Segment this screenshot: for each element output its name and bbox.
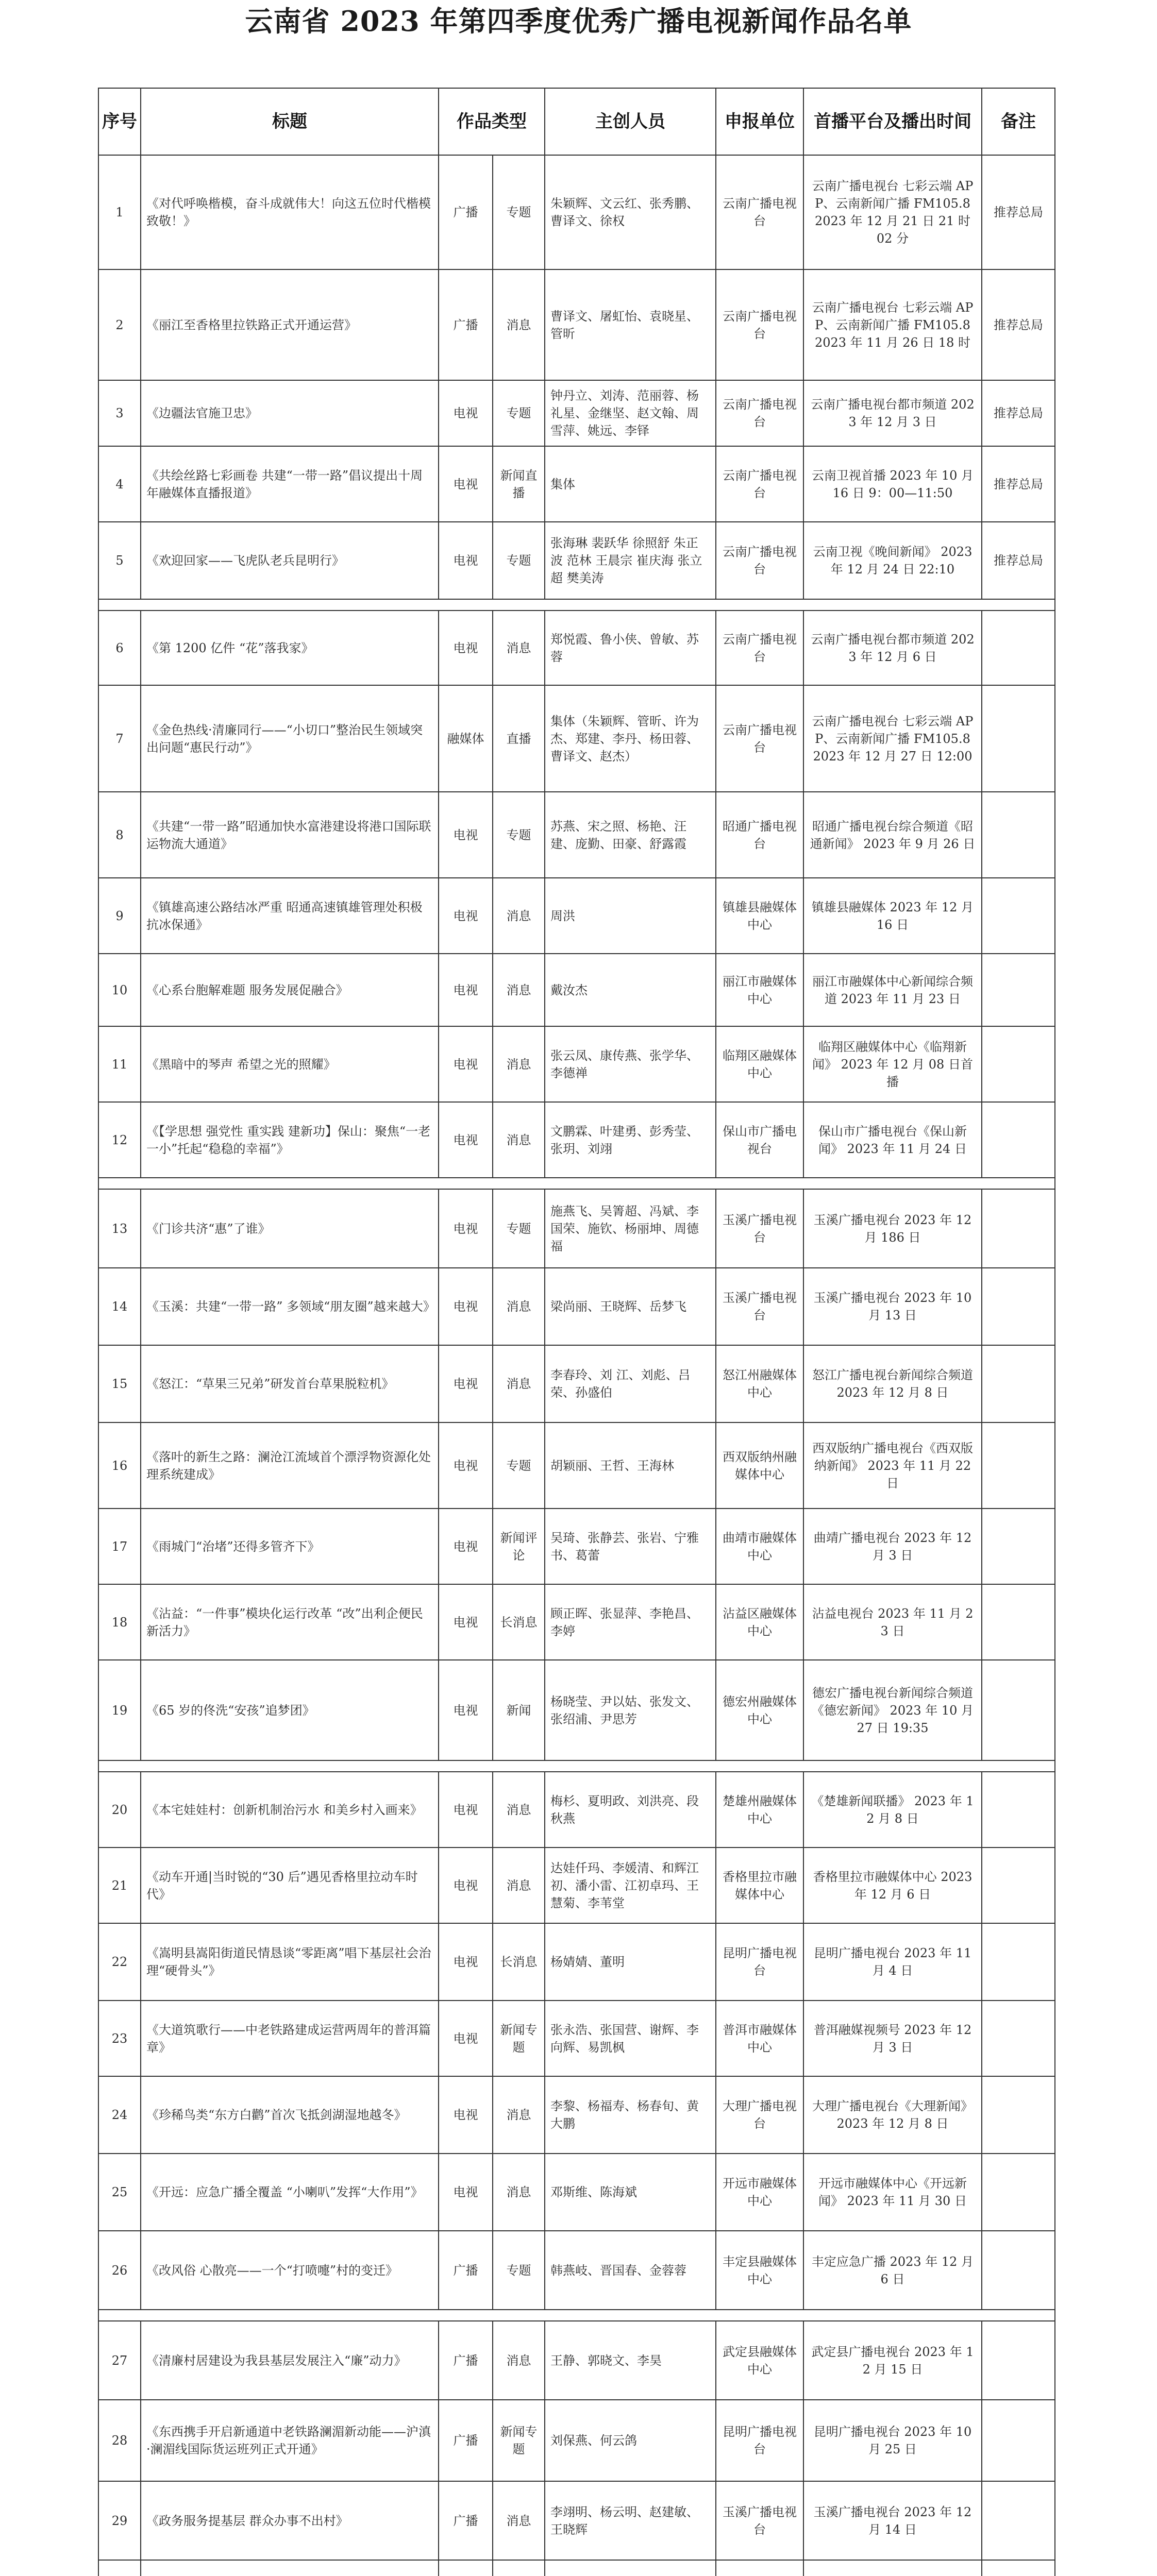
cell-title: 《怒江：“草果三兄弟”研发首台草果脱粒机》: [141, 1345, 439, 1422]
cell-title: 《落叶的新生之路：澜沧江流域首个漂浮物资源化处理系统建成》: [141, 1422, 439, 1509]
cell-airing: 沾益电视台 2023 年 11 月 23 日: [803, 1584, 982, 1660]
cell-creators: 张海琳 裴跃华 徐照舒 朱正波 范林 王晨宗 崔庆海 张立超 樊美涛: [545, 522, 716, 599]
cell-no: 5: [98, 522, 141, 599]
table-row: [98, 2481, 1055, 2560]
table-row: [98, 1189, 1055, 1268]
cell-medium: 电视: [439, 1584, 493, 1660]
table-row: [98, 2001, 1055, 2076]
cell-no: [98, 2560, 141, 2576]
cell-medium: 电视: [439, 522, 493, 599]
cell-type: 消息: [493, 1345, 545, 1422]
cell-title: 《边疆法官施卫忠》: [141, 380, 439, 446]
cell-creators: 文鹏霖、叶建勇、彭秀莹、张玥、刘翊: [545, 1102, 716, 1178]
cell-type: 消息: [493, 611, 545, 685]
cell-title: 《对代呼唤楷模，奋斗成就伟大！向这五位时代楷模致敬！》: [141, 155, 439, 269]
table-row: [98, 878, 1055, 954]
cell-creators: 施燕飞、吴箐超、冯斌、李国荣、施钦、杨丽坤、周德福: [545, 1189, 716, 1268]
cell-medium: 广播: [439, 2481, 493, 2560]
cell-medium: 电视: [439, 1189, 493, 1268]
cell-medium: 电视: [439, 1345, 493, 1422]
group-separator: [98, 1760, 1055, 1772]
cell-creators: 钟丹立、刘涛、范丽蓉、杨礼星、金继坚、赵文翰、周雪萍、姚远、李铎: [545, 380, 716, 446]
cell-no: 13: [98, 1189, 141, 1268]
cell-org: 怒江州融媒体中心: [716, 1345, 803, 1422]
cell-no: 20: [98, 1772, 141, 1848]
cell-title: 《大道筑歌行——中老铁路建成运营两周年的普洱篇章》: [141, 2001, 439, 2076]
cell-no: 2: [98, 269, 141, 380]
cell-type: 长消息: [493, 1584, 545, 1660]
cell-org: 昆明广播电视台: [716, 1923, 803, 2001]
cell-title: 《政务服务提基层 群众办事不出村》: [141, 2481, 439, 2560]
cell-creators: 刘保燕、何云鸽: [545, 2400, 716, 2481]
cell-medium: 电视: [439, 2154, 493, 2231]
cell-no: 15: [98, 1345, 141, 1422]
cell-type: 专题: [493, 1189, 545, 1268]
cell-type: 专题: [493, 522, 545, 599]
cell-title: 《65 岁的佟洗“安孩”追梦团》: [141, 1660, 439, 1760]
cell-type: 消息: [493, 2076, 545, 2154]
cell-creators: 集体（朱颖辉、管昕、许为杰、郑建、李丹、杨田蓉、曹译文、赵杰）: [545, 685, 716, 792]
cell-org: 丰定县融媒体中心: [716, 2231, 803, 2310]
cell-medium: 电视: [439, 954, 493, 1026]
cell-no: 12: [98, 1102, 141, 1178]
cell-airing: 云南广播电视台 七彩云端 APP、云南新闻广播 FM105.8 2023 年 12 月 21 日 21 时 02 分: [803, 155, 982, 269]
cell-airing: 保山市广播电视台《保山新闻》 2023 年 11 月 24 日: [803, 1102, 982, 1178]
cell-airing: 云南广播电视台 七彩云端 APP、云南新闻广播 FM105.8 2023 年 11 月 26 日 18 时: [803, 269, 982, 380]
cell-org: 云南广播电视台: [716, 446, 803, 522]
header-creators: 主创人员: [545, 88, 716, 155]
cell-medium: 电视: [439, 1923, 493, 2001]
cell-medium: 电视: [439, 446, 493, 522]
cell-type: 专题: [493, 155, 545, 269]
cell-no: 9: [98, 878, 141, 954]
cell-type: 消息: [493, 2154, 545, 2231]
cell-org: 武定县融媒体中心: [716, 2321, 803, 2400]
cell-type: 消息: [493, 1026, 545, 1102]
cell-creators: 邓斯维、陈海斌: [545, 2154, 716, 2231]
cell-org: 沾益区融媒体中心: [716, 1584, 803, 1660]
cell-org: 昆明广播电视台: [716, 2400, 803, 2481]
header-org: 申报单位: [716, 88, 803, 155]
cell-no: 8: [98, 792, 141, 878]
cell-medium: 电视: [439, 611, 493, 685]
cell-medium: 电视: [439, 1772, 493, 1848]
cell-medium: 广播: [439, 269, 493, 380]
cell-airing: 玉溪广播电视台 2023 年 12 月 186 日: [803, 1189, 982, 1268]
table-row: [98, 155, 1055, 269]
cell-airing: 西双版纳广播电视台《西双版纳新闻》 2023 年 11 月 22 日: [803, 1422, 982, 1509]
header-note: 备注: [982, 88, 1055, 155]
table-row: [98, 1509, 1055, 1584]
cell-title: [141, 2560, 439, 2576]
cell-airing: 大理广播电视台《大理新闻》 2023 年 12 月 8 日: [803, 2076, 982, 2154]
cell-type: 消息: [493, 2321, 545, 2400]
cell-note: [982, 1345, 1055, 1422]
cell-title: 《本宅娃娃村：创新机制治污水 和美乡村入画来》: [141, 1772, 439, 1848]
cell-airing: 昭通广播电视台综合频道《昭通新闻》 2023 年 9 月 26 日: [803, 792, 982, 878]
cell-creators: 梁尚丽、王晓辉、岳梦飞: [545, 1268, 716, 1345]
cell-org: 云南广播电视台: [716, 269, 803, 380]
table-row: [98, 1848, 1055, 1923]
cell-note: [982, 2001, 1055, 2076]
cell-org: 德宏州融媒体中心: [716, 1660, 803, 1760]
cell-airing: 临翔区融媒体中心《临翔新闻》 2023 年 12 月 08 日首播: [803, 1026, 982, 1102]
cell-title: 《清廉村居建设为我县基层发展注入“廉”动力》: [141, 2321, 439, 2400]
cell-medium: 广播: [439, 2321, 493, 2400]
cell-medium: 广播: [439, 2231, 493, 2310]
header-title: 标题: [141, 88, 439, 155]
cell-airing: 云南广播电视台都市频道 2023 年 12 月 3 日: [803, 380, 982, 446]
cell-title: 《东西携手开启新通道中老铁路澜湄新动能——沪滇·澜湄线国际货运班列正式开通》: [141, 2400, 439, 2481]
cell-note: [982, 2560, 1055, 2576]
cell-note: [982, 954, 1055, 1026]
table-row: [98, 269, 1055, 380]
cell-org: 西双版纳州融媒体中心: [716, 1422, 803, 1509]
cell-airing: 开远市融媒体中心《开远新闻》 2023 年 11 月 30 日: [803, 2154, 982, 2231]
cell-airing: 丽江市融媒体中心新闻综合频道 2023 年 11 月 23 日: [803, 954, 982, 1026]
cell-note: [982, 1584, 1055, 1660]
cell-no: 4: [98, 446, 141, 522]
cell-medium: 融媒体: [439, 685, 493, 792]
cell-airing: 玉溪广播电视台 2023 年 10 月 13 日: [803, 1268, 982, 1345]
table-row: [98, 1923, 1055, 2001]
group-separator: [98, 2310, 1055, 2321]
cell-medium: 电视: [439, 1422, 493, 1509]
cell-title: 《金色热线·清廉同行——“小切口”整治民生领域突出问题“惠民行动”》: [141, 685, 439, 792]
cell-org: 楚雄州融媒体中心: [716, 1772, 803, 1848]
table-row: [98, 522, 1055, 599]
cell-type: [493, 2560, 545, 2576]
cell-type: 专题: [493, 2231, 545, 2310]
table-row: [98, 1345, 1055, 1422]
cell-medium: 广播: [439, 155, 493, 269]
cell-type: 新闻专题: [493, 2400, 545, 2481]
cell-note: [982, 1772, 1055, 1848]
cell-airing: 《楚雄新闻联播》 2023 年 12 月 8 日: [803, 1772, 982, 1848]
cell-creators: 达娃仟玛、李媛清、和辉江初、潘小雷、江初卓玛、王慧菊、李苇堂: [545, 1848, 716, 1923]
cell-no: 24: [98, 2076, 141, 2154]
cell-no: 19: [98, 1660, 141, 1760]
cell-medium: 电视: [439, 792, 493, 878]
cell-type: 新闻直播: [493, 446, 545, 522]
cell-airing: 普洱融媒视频号 2023 年 12 月 3 日: [803, 2001, 982, 2076]
cell-type: 新闻评论: [493, 1509, 545, 1584]
cell-airing: 云南广播电视台都市频道 2023 年 12 月 6 日: [803, 611, 982, 685]
cell-airing: 云南卫视首播 2023 年 10 月 16 日 9：00—11:50: [803, 446, 982, 522]
cell-medium: 电视: [439, 1102, 493, 1178]
cell-airing: 云南广播电视台 七彩云端 APP、云南新闻广播 FM105.8 2023 年 12 月 27 日 12:00: [803, 685, 982, 792]
cell-no: 29: [98, 2481, 141, 2560]
cell-airing: [803, 2560, 982, 2576]
group-separator: [98, 1178, 1055, 1189]
cell-no: 22: [98, 1923, 141, 2001]
cell-creators: 顾正晖、张显萍、李艳昌、李婷: [545, 1584, 716, 1660]
cell-type: 专题: [493, 380, 545, 446]
table-row: [98, 1660, 1055, 1760]
cell-type: 消息: [493, 878, 545, 954]
header-airing: 首播平台及播出时间: [803, 88, 982, 155]
cell-title: 《心系台胞解难题 服务发展促融合》: [141, 954, 439, 1026]
cell-no: 25: [98, 2154, 141, 2231]
cell-medium: 电视: [439, 1026, 493, 1102]
cell-airing: 曲靖广播电视台 2023 年 12 月 3 日: [803, 1509, 982, 1584]
table-row: [98, 1102, 1055, 1178]
cell-creators: 韩燕岐、晋国春、金蓉蓉: [545, 2231, 716, 2310]
cell-no: 3: [98, 380, 141, 446]
cell-org: 香格里拉市融媒体中心: [716, 1848, 803, 1923]
cell-type: 消息: [493, 269, 545, 380]
table-row: [98, 1026, 1055, 1102]
cell-note: 推荐总局: [982, 522, 1055, 599]
cell-creators: 集体: [545, 446, 716, 522]
cell-creators: 曹译文、屠虹怡、袁晓星、管昕: [545, 269, 716, 380]
table-row: [98, 954, 1055, 1026]
cell-medium: 电视: [439, 878, 493, 954]
cell-type: 长消息: [493, 1923, 545, 2001]
table-row: [98, 380, 1055, 446]
cell-note: [982, 878, 1055, 954]
cell-note: [982, 1268, 1055, 1345]
cell-type: 专题: [493, 1422, 545, 1509]
cell-creators: 苏燕、宋之照、杨艳、汪建、庞勤、田豪、舒露霞: [545, 792, 716, 878]
cell-note: 推荐总局: [982, 380, 1055, 446]
cell-creators: 吴琦、张静芸、张岩、宁雅书、葛蕾: [545, 1509, 716, 1584]
table-row: [98, 2076, 1055, 2154]
cell-type: 专题: [493, 792, 545, 878]
cell-creators: 张永浩、张国营、谢辉、李向辉、易凯枫: [545, 2001, 716, 2076]
cell-org: 镇雄县融媒体中心: [716, 878, 803, 954]
cell-type: 消息: [493, 954, 545, 1026]
cell-no: 7: [98, 685, 141, 792]
cell-airing: 怒江广播电视台新闻综合频道 2023 年 12 月 8 日: [803, 1345, 982, 1422]
cell-title: 《沾益：“一件事”模块化运行改革 “改”出利企便民新活力》: [141, 1584, 439, 1660]
cell-note: 推荐总局: [982, 269, 1055, 380]
cell-title: 《动车开通|当时锐的“30 后”遇见香格里拉动车时代》: [141, 1848, 439, 1923]
cell-creators: 张云凤、康传燕、张学华、李德禅: [545, 1026, 716, 1102]
cell-note: [982, 2076, 1055, 2154]
cell-type: 消息: [493, 2481, 545, 2560]
cell-type: 直播: [493, 685, 545, 792]
cell-note: [982, 2400, 1055, 2481]
cell-note: 推荐总局: [982, 155, 1055, 269]
table-row: [98, 2154, 1055, 2231]
cell-no: 11: [98, 1026, 141, 1102]
table-row: [98, 1268, 1055, 1345]
cell-creators: 周洪: [545, 878, 716, 954]
cell-org: 玉溪广播电视台: [716, 1189, 803, 1268]
cell-no: 18: [98, 1584, 141, 1660]
table-header-row: [98, 88, 1055, 155]
cell-medium: 电视: [439, 1660, 493, 1760]
cell-note: [982, 1189, 1055, 1268]
cell-note: [982, 792, 1055, 878]
cell-title: 《【学思想 强党性 重实践 建新功】保山：聚焦“一老一小”托起“稳稳的幸福”》: [141, 1102, 439, 1178]
cell-title: 《嵩明县嵩阳街道民情恳谈“零距离”唱下基层社会治理“硬骨头”》: [141, 1923, 439, 2001]
cell-org: 云南广播电视台: [716, 522, 803, 599]
cell-title: 《门诊共济“惠”了谁》: [141, 1189, 439, 1268]
cell-creators: 李黎、杨福寿、杨春旬、黄大鹏: [545, 2076, 716, 2154]
table-row: [98, 2231, 1055, 2310]
group-separator: [98, 599, 1055, 611]
cell-medium: 电视: [439, 1509, 493, 1584]
cell-title: 《镇雄高速公路结冰严重 昭通高速镇雄管理处积极抗冰保通》: [141, 878, 439, 954]
cell-title: 《玉溪：共建“一带一路” 多领域“朋友圈”越来越大》: [141, 1268, 439, 1345]
cell-type: 新闻专题: [493, 2001, 545, 2076]
cell-title: 《共绘丝路七彩画卷 共建“一带一路”倡议提出十周年融媒体直播报道》: [141, 446, 439, 522]
cell-no: 28: [98, 2400, 141, 2481]
cell-org: 曲靖市融媒体中心: [716, 1509, 803, 1584]
cell-note: [982, 2481, 1055, 2560]
cell-creators: 杨婧婧、董明: [545, 1923, 716, 2001]
cell-medium: 广播: [439, 2400, 493, 2481]
cell-org: 云南广播电视台: [716, 685, 803, 792]
cell-medium: 电视: [439, 2001, 493, 2076]
cell-airing: 丰定应急广播 2023 年 12 月 6 日: [803, 2231, 982, 2310]
cell-no: 27: [98, 2321, 141, 2400]
cell-title: 《改风俗 心散亮——一个“打喷嚏”村的变迁》: [141, 2231, 439, 2310]
cell-org: 临翔区融媒体中心: [716, 1026, 803, 1102]
cell-note: [982, 1923, 1055, 2001]
cell-note: [982, 1848, 1055, 1923]
cell-org: 开远市融媒体中心: [716, 2154, 803, 2231]
cell-airing: 武定县广播电视台 2023 年 12 月 15 日: [803, 2321, 982, 2400]
cell-airing: 昆明广播电视台 2023 年 11 月 4 日: [803, 1923, 982, 2001]
cell-title: 《珍稀鸟类“东方白鹳”首次飞抵剑湖湿地越冬》: [141, 2076, 439, 2154]
cell-type: 消息: [493, 1848, 545, 1923]
cell-medium: 电视: [439, 1268, 493, 1345]
cell-creators: [545, 2560, 716, 2576]
cell-org: 玉溪广播电视台: [716, 1268, 803, 1345]
cell-creators: 梅杉、夏明政、刘洪亮、段秋燕: [545, 1772, 716, 1848]
cell-creators: 朱颖辉、文云红、张秀鹏、曹译文、徐权: [545, 155, 716, 269]
cell-medium: [439, 2560, 493, 2576]
cell-medium: 电视: [439, 380, 493, 446]
cell-creators: 杨晓莹、尹以姑、张发文、张绍浦、尹思芳: [545, 1660, 716, 1760]
cell-no: 16: [98, 1422, 141, 1509]
cell-title: 《黑暗中的琴声 希望之光的照耀》: [141, 1026, 439, 1102]
cell-no: 6: [98, 611, 141, 685]
cell-org: 丽江市融媒体中心: [716, 954, 803, 1026]
cell-no: 21: [98, 1848, 141, 1923]
cell-creators: 戴汝杰: [545, 954, 716, 1026]
cell-org: 保山市广播电视台: [716, 1102, 803, 1178]
works-table: [98, 88, 1055, 2576]
table-row: [98, 2400, 1055, 2481]
table-row: [98, 792, 1055, 878]
table-row: [98, 446, 1055, 522]
cell-creators: 胡颖丽、王哲、王海林: [545, 1422, 716, 1509]
cell-note: 推荐总局: [982, 446, 1055, 522]
table-row: [98, 2560, 1055, 2576]
cell-type: 消息: [493, 1772, 545, 1848]
cell-note: [982, 2154, 1055, 2231]
table-row: [98, 2321, 1055, 2400]
cell-org: 云南广播电视台: [716, 380, 803, 446]
cell-creators: 李翊明、杨云明、赵建敏、王晓辉: [545, 2481, 716, 2560]
cell-org: [716, 2560, 803, 2576]
cell-no: 10: [98, 954, 141, 1026]
cell-note: [982, 1660, 1055, 1760]
cell-title: 《欢迎回家——飞虎队老兵昆明行》: [141, 522, 439, 599]
cell-creators: 郑悦霞、鲁小侠、曾敏、苏蓉: [545, 611, 716, 685]
cell-type: 消息: [493, 1102, 545, 1178]
cell-org: 玉溪广播电视台: [716, 2481, 803, 2560]
cell-no: 23: [98, 2001, 141, 2076]
cell-airing: 玉溪广播电视台 2023 年 12 月 14 日: [803, 2481, 982, 2560]
cell-no: 1: [98, 155, 141, 269]
cell-org: 普洱市融媒体中心: [716, 2001, 803, 2076]
cell-org: 云南广播电视台: [716, 155, 803, 269]
cell-note: [982, 685, 1055, 792]
cell-airing: 昆明广播电视台 2023 年 10 月 25 日: [803, 2400, 982, 2481]
cell-medium: 电视: [439, 2076, 493, 2154]
cell-title: 《开远：应急广播全覆盖 “小喇叭”发挥“大作用”》: [141, 2154, 439, 2231]
cell-creators: 李春玲、刘 江、刘彪、吕荣、孙盛伯: [545, 1345, 716, 1422]
cell-note: [982, 2231, 1055, 2310]
cell-note: [982, 1026, 1055, 1102]
cell-airing: 镇雄县融媒体 2023 年 12 月 16 日: [803, 878, 982, 954]
cell-medium: 电视: [439, 1848, 493, 1923]
table-body: [98, 155, 1055, 2576]
document-title: 云南省 2023 年第四季度优秀广播电视新闻作品名单: [245, 5, 912, 38]
cell-no: 17: [98, 1509, 141, 1584]
header-no: 序号: [98, 88, 141, 155]
cell-org: 云南广播电视台: [716, 611, 803, 685]
cell-title: 《雨城门“治堵”还得多管齐下》: [141, 1509, 439, 1584]
cell-type: 新闻: [493, 1660, 545, 1760]
cell-airing: 云南卫视《晚间新闻》 2023 年 12 月 24 日 22:10: [803, 522, 982, 599]
cell-airing: 德宏广播电视台新闻综合频道《德宏新闻》 2023 年 10 月 27 日 19:35: [803, 1660, 982, 1760]
cell-note: [982, 1509, 1055, 1584]
cell-note: [982, 1422, 1055, 1509]
cell-airing: 香格里拉市融媒体中心 2023 年 12 月 6 日: [803, 1848, 982, 1923]
table-row: [98, 1422, 1055, 1509]
cell-title: 《第 1200 亿件 “花”落我家》: [141, 611, 439, 685]
cell-org: 大理广播电视台: [716, 2076, 803, 2154]
cell-no: 26: [98, 2231, 141, 2310]
table-row: [98, 611, 1055, 685]
table-row: [98, 1584, 1055, 1660]
table-row: [98, 685, 1055, 792]
header-format: 作品类型: [439, 88, 545, 155]
cell-no: 14: [98, 1268, 141, 1345]
cell-creators: 王静、郭晓文、李昊: [545, 2321, 716, 2400]
cell-org: 昭通广播电视台: [716, 792, 803, 878]
cell-note: [982, 1102, 1055, 1178]
cell-note: [982, 2321, 1055, 2400]
cell-note: [982, 611, 1055, 685]
cell-title: 《共建“一带一路”昭通加快水富港建设将港口国际联运物流大通道》: [141, 792, 439, 878]
table-row: [98, 1772, 1055, 1848]
cell-type: 消息: [493, 1268, 545, 1345]
cell-title: 《丽江至香格里拉铁路正式开通运营》: [141, 269, 439, 380]
